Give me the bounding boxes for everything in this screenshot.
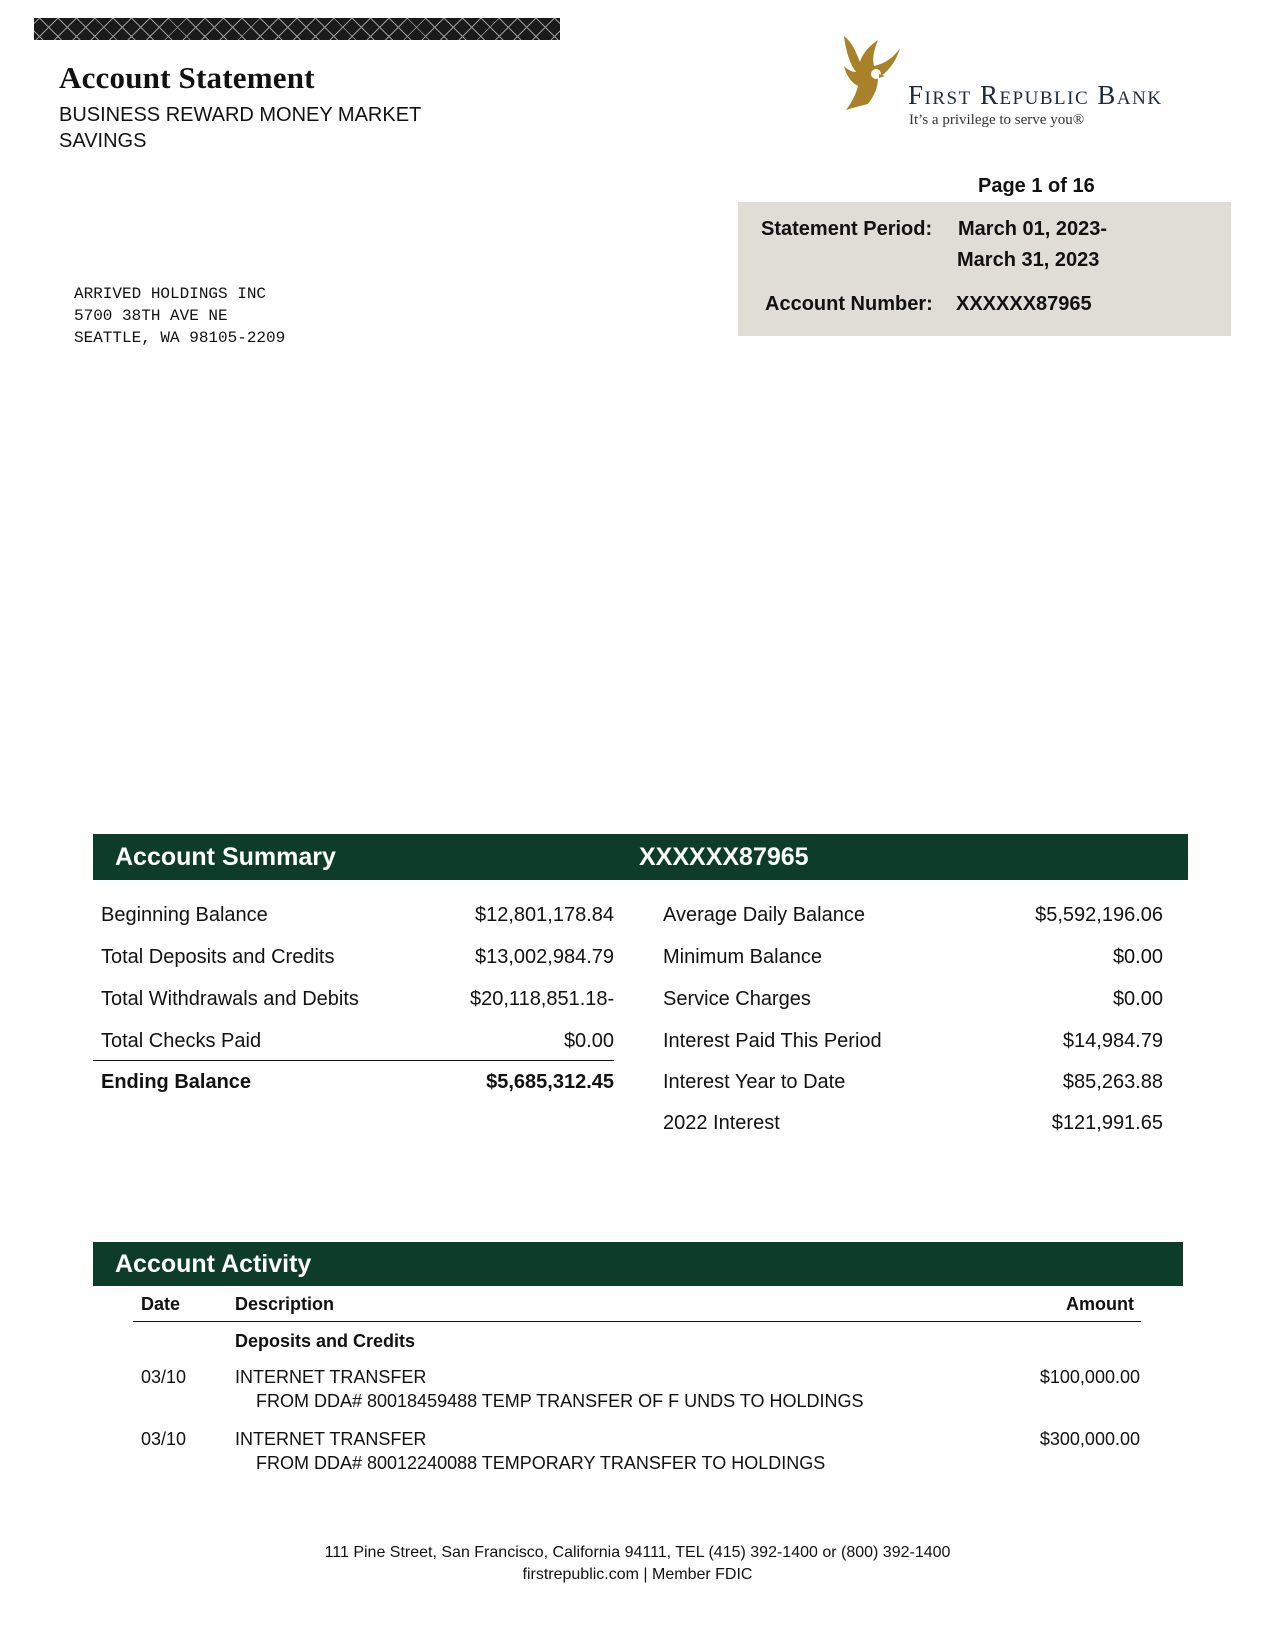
account-activity-title: Account Activity [115,1250,312,1278]
page-number: Page 1 of 16 [978,175,1095,197]
summary-label: 2022 Interest [663,1112,780,1134]
summary-label: Interest Paid This Period [663,1030,882,1052]
summary-value: $0.00 [1112,946,1163,968]
summary-label: Interest Year to Date [663,1071,846,1093]
account-summary-header [93,834,1188,880]
account-number-label: Account Number: [765,293,933,315]
summary-label: Total Checks Paid [101,1030,262,1052]
bank-name: First Republic Bank [908,80,1163,110]
activity-header-divider [133,1321,1141,1322]
mailing-address [74,283,285,349]
statement-period-end: March 31, 2023 [957,249,1100,271]
footer-address: 111 Pine Street, San Francisco, California 94111, TEL (415) 392-1400 or (800) 392-1400 [324,1544,951,1561]
bank-tagline: It’s a privilege to serve you® [909,112,1085,128]
account-activity-header [93,1242,1183,1286]
summary-divider [93,1060,614,1061]
account-summary-number: XXXXXX87965 [639,843,809,871]
transaction-description: INTERNET TRANSFER [235,1429,427,1449]
column-header-amount: Amount [1066,1294,1134,1314]
summary-value: $12,801,178.84 [474,904,614,926]
summary-value: $0.00 [1112,988,1163,1010]
summary-label: Service Charges [663,988,811,1010]
section-deposits-credits: Deposits and Credits [235,1331,416,1351]
summary-label: Minimum Balance [663,946,822,968]
address-line: 5700 38TH AVE NE [74,307,228,325]
account-type-line1: BUSINESS REWARD MONEY MARKET [59,104,422,126]
page-title: Account Statement [59,60,315,95]
statement-period-label: Statement Period: [761,218,933,240]
account-type [59,102,479,154]
statement-period-start: March 01, 2023- [958,218,1107,240]
transaction-amount: $300,000.00 [1039,1429,1140,1449]
ending-balance-value: $5,685,312.45 [486,1071,614,1093]
summary-value: $13,002,984.79 [474,946,614,968]
transaction-amount: $100,000.00 [1039,1367,1140,1387]
summary-label: Total Deposits and Credits [101,946,335,968]
summary-value: $0.00 [563,1030,614,1052]
account-number: XXXXXX87965 [956,293,1092,315]
summary-value: $121,991.65 [1051,1112,1163,1134]
decorative-pattern-bar [34,18,560,40]
summary-label: Beginning Balance [101,904,268,926]
eagle-logo-icon [838,34,902,110]
footer-website: firstrepublic.com | Member FDIC [522,1566,753,1583]
transaction-date: 03/10 [141,1367,187,1387]
transaction-date: 03/10 [141,1429,187,1449]
account-summary-title: Account Summary [115,843,336,871]
column-header-description: Description [235,1294,335,1314]
statement-info-box [738,202,1231,336]
transaction-description: INTERNET TRANSFER [235,1367,427,1387]
summary-value: $85,263.88 [1062,1071,1163,1093]
summary-value: $14,984.79 [1062,1030,1163,1052]
summary-label: Average Daily Balance [663,904,865,926]
ending-balance-label: Ending Balance [101,1071,252,1093]
address-line: ARRIVED HOLDINGS INC [74,285,267,303]
summary-label: Total Withdrawals and Debits [101,988,359,1010]
transaction-detail: FROM DDA# 80012240088 TEMPORARY TRANSFER TO HOLDINGS [256,1453,826,1473]
summary-value: $5,592,196.06 [1035,904,1163,926]
column-header-date: Date [141,1294,181,1314]
summary-value: $20,118,851.18- [470,988,615,1010]
account-type-line2: SAVINGS [59,130,147,152]
transaction-detail: FROM DDA# 80018459488 TEMP TRANSFER OF F UNDS TO HOLDINGS [256,1391,864,1411]
address-line: SEATTLE, WA 98105-2209 [74,329,286,347]
